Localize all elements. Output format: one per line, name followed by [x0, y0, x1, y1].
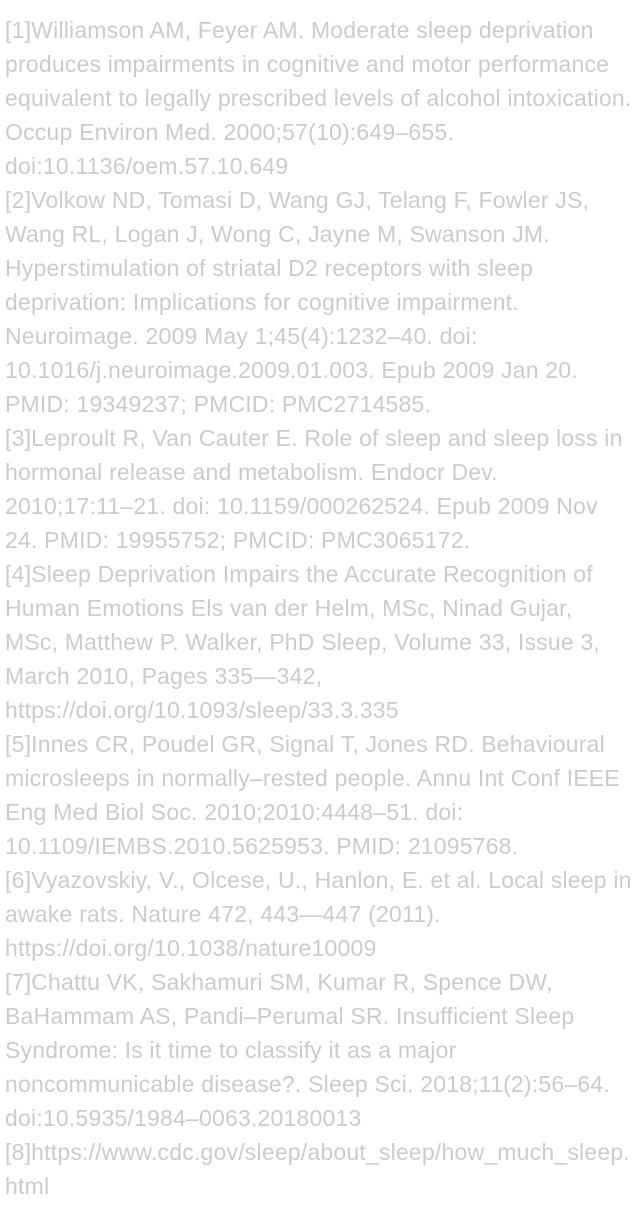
reference-item: [1]Williamson AM, Feyer AM. Moderate sleep deprivation produces impairments in cognitive and motor performance equivalent to legally prescribed levels of alcohol intoxication. Occup Environ Med. 2000;57(10):649–655. doi:10.1136/oem.57.10.649	[5, 17, 632, 179]
reference-item: [3]Leproult R, Van Cauter E. Role of sleep and sleep loss in hormonal release and metabolism. Endocr Dev. 2010;17:11–21. doi: 10.1159/000262524. Epub 2009 Nov 24. PMID: 19955752; PMCID: PMC3065172.	[5, 425, 623, 553]
reference-item: [5]Innes CR, Poudel GR, Signal T, Jones RD. Behavioural microsleeps in normally–rested people. Annu Int Conf IEEE Eng Med Biol Soc. 2010;2010:4448–51. doi: 10.1109/IEMBS.2010.5625953. PMID: 21095768.	[5, 731, 620, 859]
reference-item: [7]Chattu VK, Sakhamuri SM, Kumar R, Spence DW, BaHammam AS, Pandi–Perumal SR. Insufficient Sleep Syndrome: Is it time to classify it as a major noncommunicable disease?. Sleep Sci. 2018;11(2):56–64. doi:10.5935/1984–0063.20180013	[5, 969, 610, 1131]
reference-item: [4]Sleep Deprivation Impairs the Accurate Recognition of Human Emotions Els van der Helm, MSc, Ninad Gujar, MSc, Matthew P. Walker, PhD Sleep, Volume 33, Issue 3, March 2010, Pages 335—342, https://doi.org/10.1093/sleep/33.3.335	[5, 561, 601, 723]
reference-item: [2]Volkow ND, Tomasi D, Wang GJ, Telang F, Fowler JS, Wang RL, Logan J, Wong C, Jayne M, Swanson JM. Hyperstimulation of striatal D2 receptors with sleep deprivation: Implications for cognitive impairment. Neuroimage. 2009 May 1;45(4):1232–40. doi: 10.1016/j.neuroimage.2009.01.003. Epub 2009 Jan 20. PMID: 19349237; PMCID: PMC2714585.	[5, 187, 590, 417]
reference-item: [8]https://www.cdc.gov/sleep/about_sleep/how_much_sleep.html	[5, 1139, 630, 1199]
reference-item: [6]Vyazovskiy, V., Olcese, U., Hanlon, E. et al. Local sleep in awake rats. Nature 472, 443—447 (2011). https://doi.org/10.1038/nature10009	[5, 867, 632, 961]
